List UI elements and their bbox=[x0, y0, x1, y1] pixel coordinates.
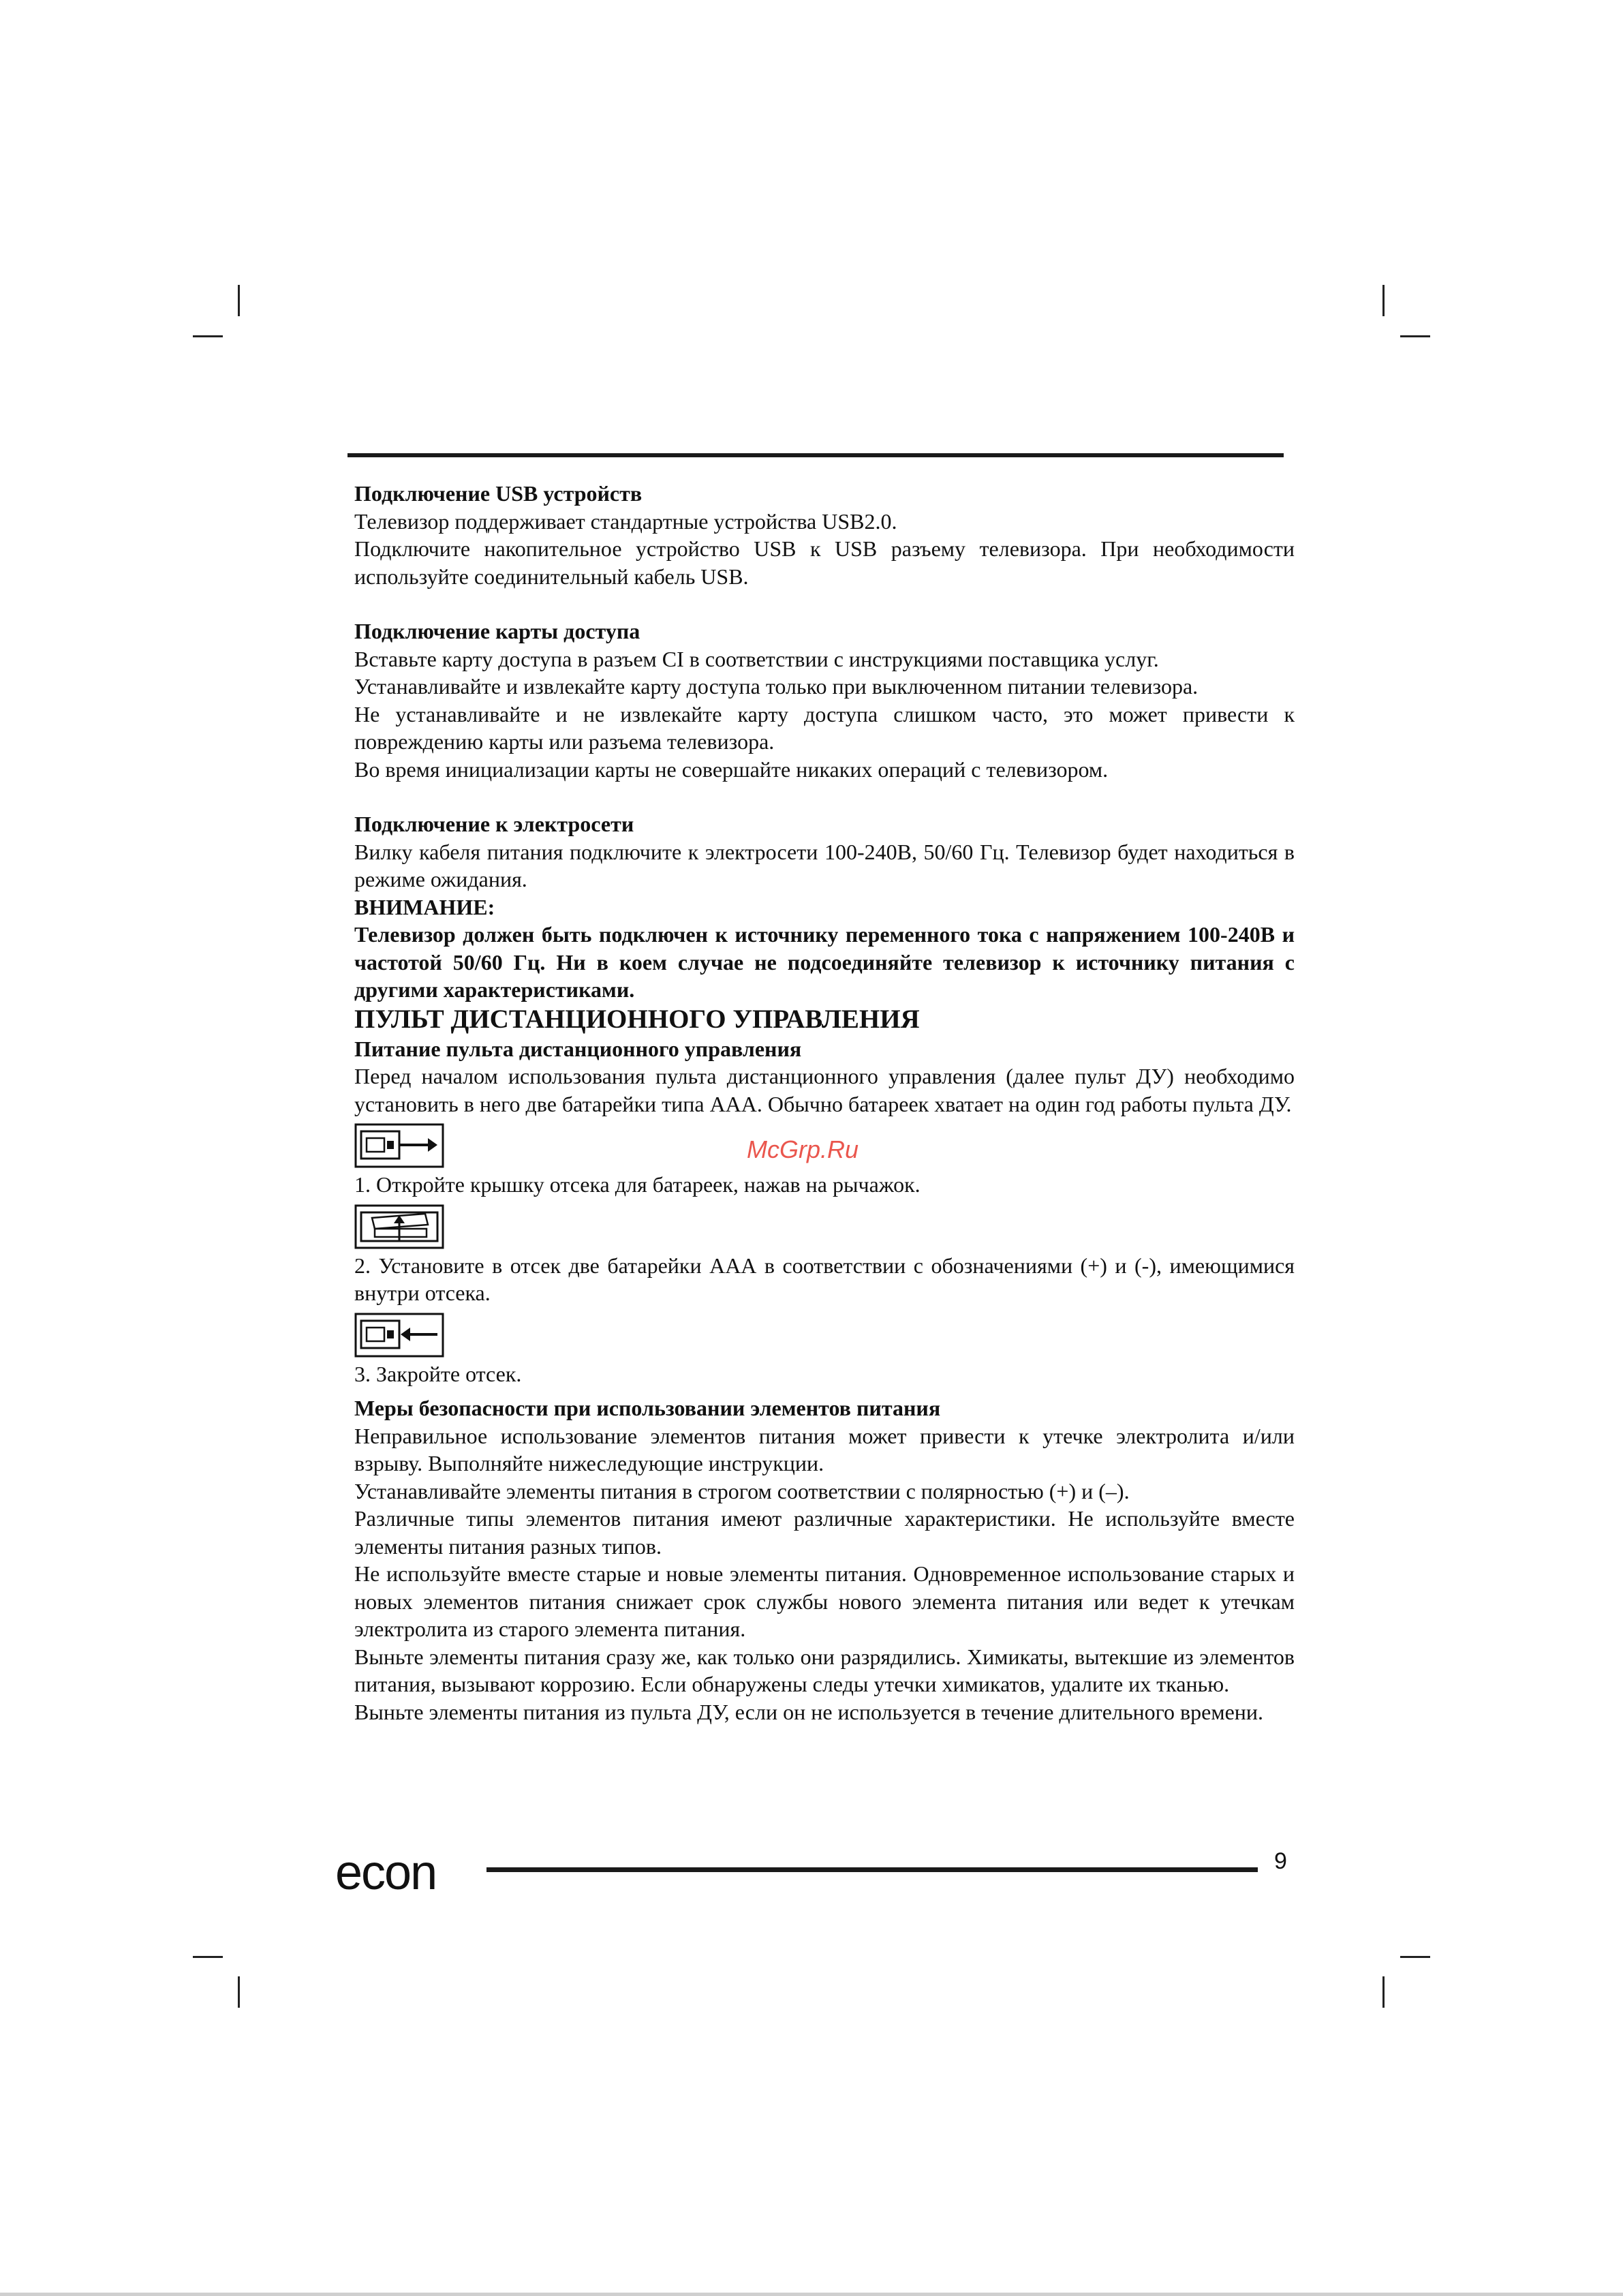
usb-paragraph-2: Подключите накопительное устройство USB к USB разъему телевизора. При необходимости используйте соединительный кабель USB. bbox=[354, 536, 1295, 589]
safety-paragraph-1: Неправильное использование элементов питания может привести к утечке электролита и/или взрыву. Выполняйте нижеследующие инструкции. bbox=[354, 1423, 1295, 1475]
crop-mark bbox=[1382, 1976, 1385, 2008]
crop-mark bbox=[1382, 285, 1385, 316]
crop-mark bbox=[1400, 335, 1430, 337]
safety-paragraph-2: Устанавливайте элементы питания в строгом соответствии с полярностью (+) и (–). bbox=[354, 1478, 1130, 1503]
warning-text: Телевизор должен быть подключен к источнику переменного тока с напряжением 100-240В и частотой 50/60 Гц. Ни в коем случае не подсоединяйте телевизор к источнику питания с другими характеристиками. bbox=[354, 922, 1295, 1002]
card-paragraph-2: Устанавливайте и извлекайте карту доступа только при выключенном питании телевизора. bbox=[354, 674, 1199, 699]
header-rule bbox=[347, 453, 1284, 457]
card-paragraph-1: Вставьте карту доступа в разъем CI в соответствии с инструкциями поставщика услуг. bbox=[354, 646, 1159, 671]
page-content bbox=[354, 480, 1295, 1726]
power-paragraph: Вилку кабеля питания подключите к электросети 100-240В, 50/60 Гц. Телевизор будет находиться в режиме ожидания. bbox=[354, 839, 1295, 891]
scan-edge bbox=[0, 2293, 1623, 2296]
safety-paragraph-5: Выньте элементы питания сразу же, как только они разрядились. Химикаты, вытекшие из элементов питания, вызывают коррозию. Если обнаружены следы утечки химикатов, удалите их тканью. bbox=[354, 1644, 1295, 1696]
warning-label: ВНИМАНИЕ: bbox=[354, 894, 495, 919]
card-heading: Подключение карты доступа bbox=[354, 619, 640, 643]
crop-mark bbox=[193, 335, 223, 337]
safety-paragraph-6: Выньте элементы питания из пульта ДУ, если он не используется в течение длительного времени. bbox=[354, 1699, 1264, 1724]
crop-mark bbox=[238, 285, 240, 316]
remote-intro: Перед началом использования пульта дистанционного управления (далее пульт ДУ) необходимо установить в него две батарейки типа ААА. Обычно батареек хватает на один год работы пульта ДУ. bbox=[354, 1064, 1295, 1116]
safety-paragraph-3: Различные типы элементов питания имеют различные характеристики. Не используйте вместе элементы питания разных типов. bbox=[354, 1506, 1295, 1559]
safety-paragraph-4: Не используйте вместе старые и новые элементы питания. Одновременное использование старых и новых элементов питания снижает срок службы нового элемента питания или ведет к утечкам электролита из старого элемента питания. bbox=[354, 1561, 1295, 1641]
step-3: 3. Закройте отсек. bbox=[354, 1361, 522, 1386]
card-paragraph-4: Во время инициализации карты не совершайте никаких операций с телевизором. bbox=[354, 756, 1109, 782]
econ-logo: econ bbox=[335, 1846, 437, 1900]
usb-heading: Подключение USB устройств bbox=[354, 481, 643, 506]
battery-insert-icon bbox=[354, 1204, 444, 1249]
power-heading: Подключение к электросети bbox=[354, 812, 634, 836]
battery-cover-close-icon bbox=[354, 1313, 444, 1358]
safety-heading: Меры безопасности при использовании элементов питания bbox=[354, 1396, 941, 1420]
page-number: 9 bbox=[1274, 1848, 1287, 1874]
crop-mark bbox=[193, 1956, 223, 1958]
card-paragraph-3: Не устанавливайте и не извлекайте карту доступа слишком часто, это может привести к повреждению карты или разъема телевизора. bbox=[354, 701, 1295, 754]
crop-mark bbox=[238, 1976, 240, 2008]
footer-rule bbox=[486, 1867, 1258, 1872]
usb-paragraph-1: Телевизор поддерживает стандартные устройства USB2.0. bbox=[354, 508, 897, 534]
remote-power-heading: Питание пульта дистанционного управления bbox=[354, 1036, 802, 1061]
step-2: 2. Установите в отсек две батарейки ААА в соответствии с обозначениями (+) и (-), имеющимися внутри отсека. bbox=[354, 1253, 1295, 1305]
watermark: McGrp.Ru bbox=[747, 1135, 859, 1163]
step-1: 1. Откройте крышку отсека для батареек, нажав на рычажок. bbox=[354, 1172, 921, 1197]
remote-section-title: ПУЛЬТ ДИСТАНЦИОННОГО УПРАВЛЕНИЯ bbox=[354, 1004, 920, 1034]
crop-mark bbox=[1400, 1956, 1430, 1958]
battery-cover-open-icon bbox=[354, 1123, 444, 1168]
